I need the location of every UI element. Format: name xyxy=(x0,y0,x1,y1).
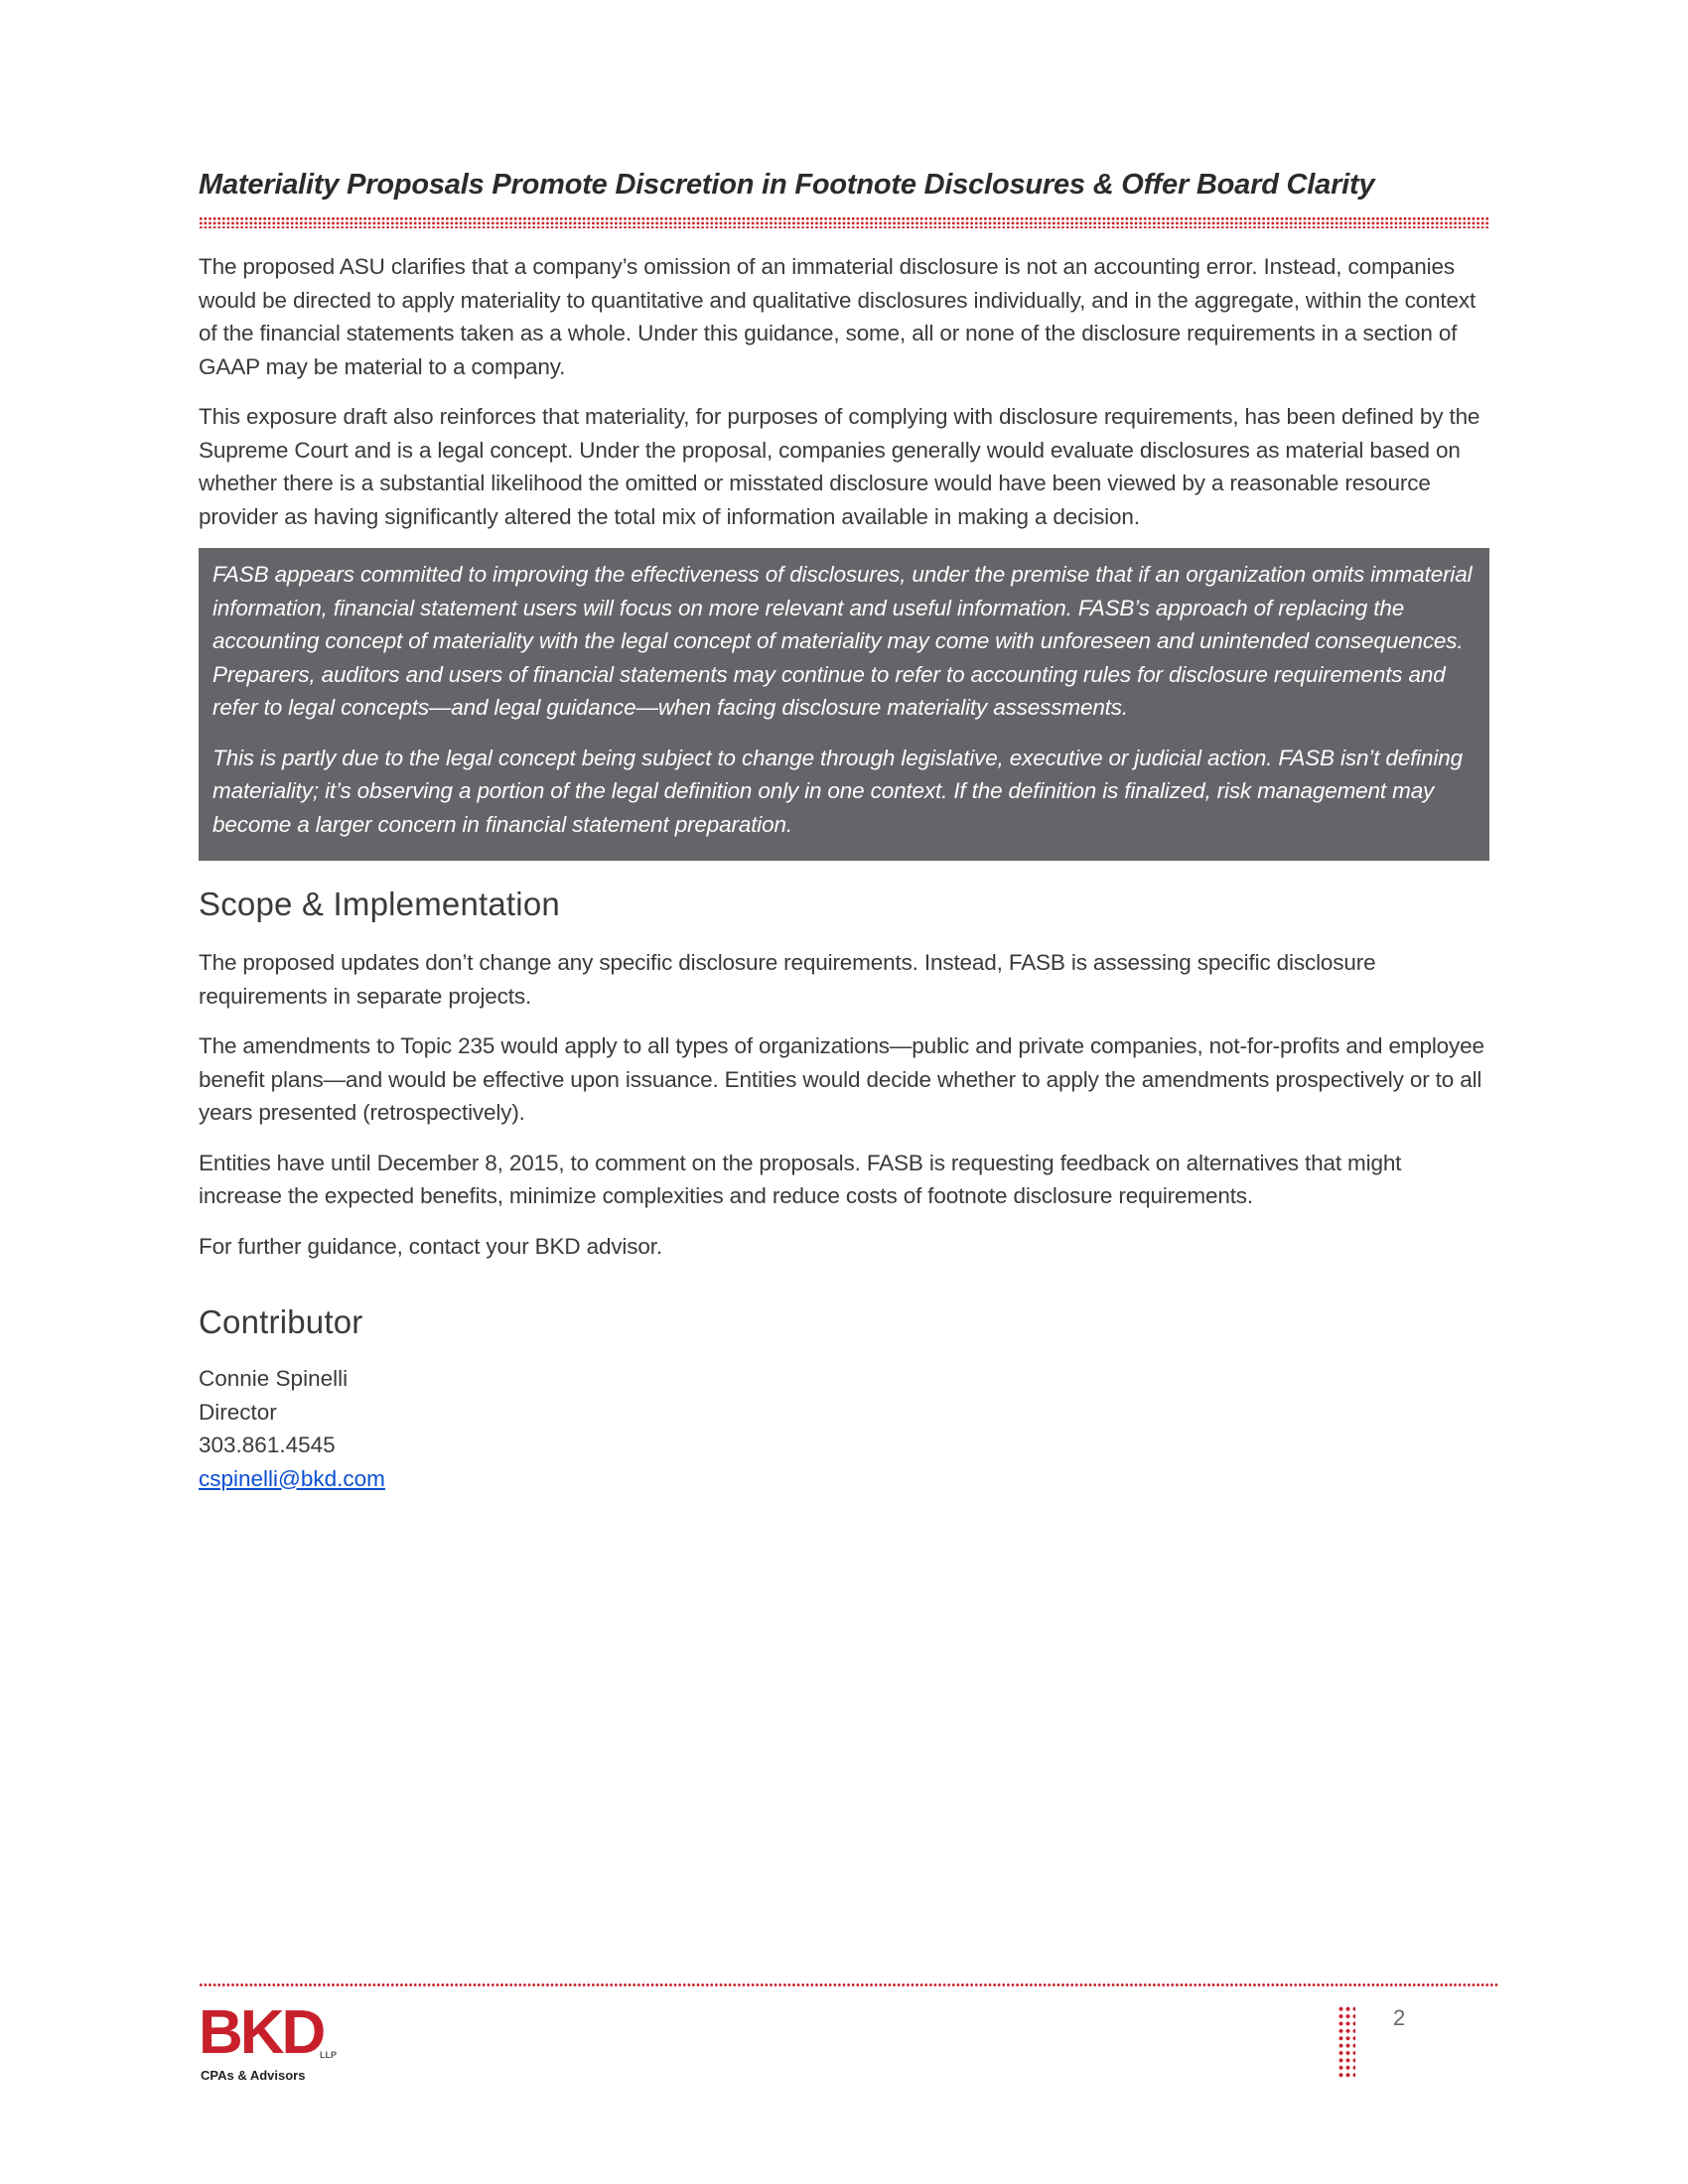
contributor-block xyxy=(199,1362,1489,1495)
logo-tagline: CPAs & Advisors xyxy=(201,2068,306,2083)
callout-paragraph: This is partly due to the legal concept being subject to change through legislative, executive or judicial action. FASB isn’t defining materiality; it’s observing a portion of the legal definition only in one context. If the definition is finalized, risk management may become a larger concern in financial statement preparation. xyxy=(212,745,1463,837)
section-heading: Materiality Proposals Promote Discretion in Footnote Disclosures & Offer Board Clarity xyxy=(199,169,1375,201)
page-number-dots xyxy=(1337,2005,1355,2079)
scope-paragraph: The proposed updates don’t change any specific disclosure requirements. Instead, FASB is assessing specific disclosure requirements in separate projects. xyxy=(199,950,1376,1009)
logo-wordmark: BKD xyxy=(199,1998,324,2067)
dotted-divider xyxy=(199,216,1489,228)
paragraph-asu-clarification: The proposed ASU clarifies that a company’s omission of an immaterial disclosure is not an accounting error. Instead, companies would be directed to apply materiality to quantitative and qualitative disclosures individually, and in the aggregate, within the context of the financial statements taken as a whole. Under this guidance, some, all or none of the disclosure requirements in a section of GAAP may be material to a company. xyxy=(199,254,1477,379)
scope-paragraph: The amendments to Topic 235 would apply to all types of organizations—public and private companies, not-for-profits and employee benefit plans—and would be effective upon issuance. Entities would decide whether to apply the amendments prospectively or to all years presented (retrospectively). xyxy=(199,1033,1484,1125)
scope-heading: Scope & Implementation xyxy=(199,886,560,922)
page-number: 2 xyxy=(1393,2005,1406,2030)
contributor-phone: 303.861.4545 xyxy=(199,1433,336,1457)
contributor-name: Connie Spinelli xyxy=(199,1366,349,1391)
footer-dotted-divider xyxy=(199,1982,1499,1987)
callout-paragraph: FASB appears committed to improving the effectiveness of disclosures, under the premise that if an organization omits immaterial information, financial statement users will focus on more relevant and useful information. FASB’s approach of replacing the accounting concept of materiality with the legal concept of materiality may come with unforeseen and unintended consequences. Preparers, auditors and users of financial statements may continue to refer to accounting rules for disclosure requirements and refer to legal concepts—and legal guidance—when facing disclosure materiality assessments. xyxy=(212,562,1473,720)
logo-llp: LLP xyxy=(320,2050,337,2060)
page-content xyxy=(199,165,1489,1495)
bkd-logo xyxy=(199,1998,338,2083)
contributor-email-link[interactable]: cspinelli@bkd.com xyxy=(199,1465,385,1491)
scope-paragraph: Entities have until December 8, 2015, to comment on the proposals. FASB is requesting feedback on alternatives that might increase the expected benefits, minimize complexities and reduce costs of footnote disclosure requirements. xyxy=(199,1150,1402,1208)
paragraph-exposure-draft: This exposure draft also reinforces that materiality, for purposes of complying with disclosure requirements, has been defined by the Supreme Court and is a legal concept. Under the proposal, companies generally would evaluate disclosures as material based on whether there is a substantial likelihood the omitted or misstated disclosure would have been viewed by a reasonable resource provider as having significantly altered the total mix of information available in making a decision. xyxy=(199,404,1480,529)
callout-box xyxy=(199,548,1489,861)
contributor-heading: Contributor xyxy=(199,1303,363,1340)
contributor-title: Director xyxy=(199,1399,277,1425)
scope-paragraph: For further guidance, contact your BKD advisor. xyxy=(199,1233,662,1259)
